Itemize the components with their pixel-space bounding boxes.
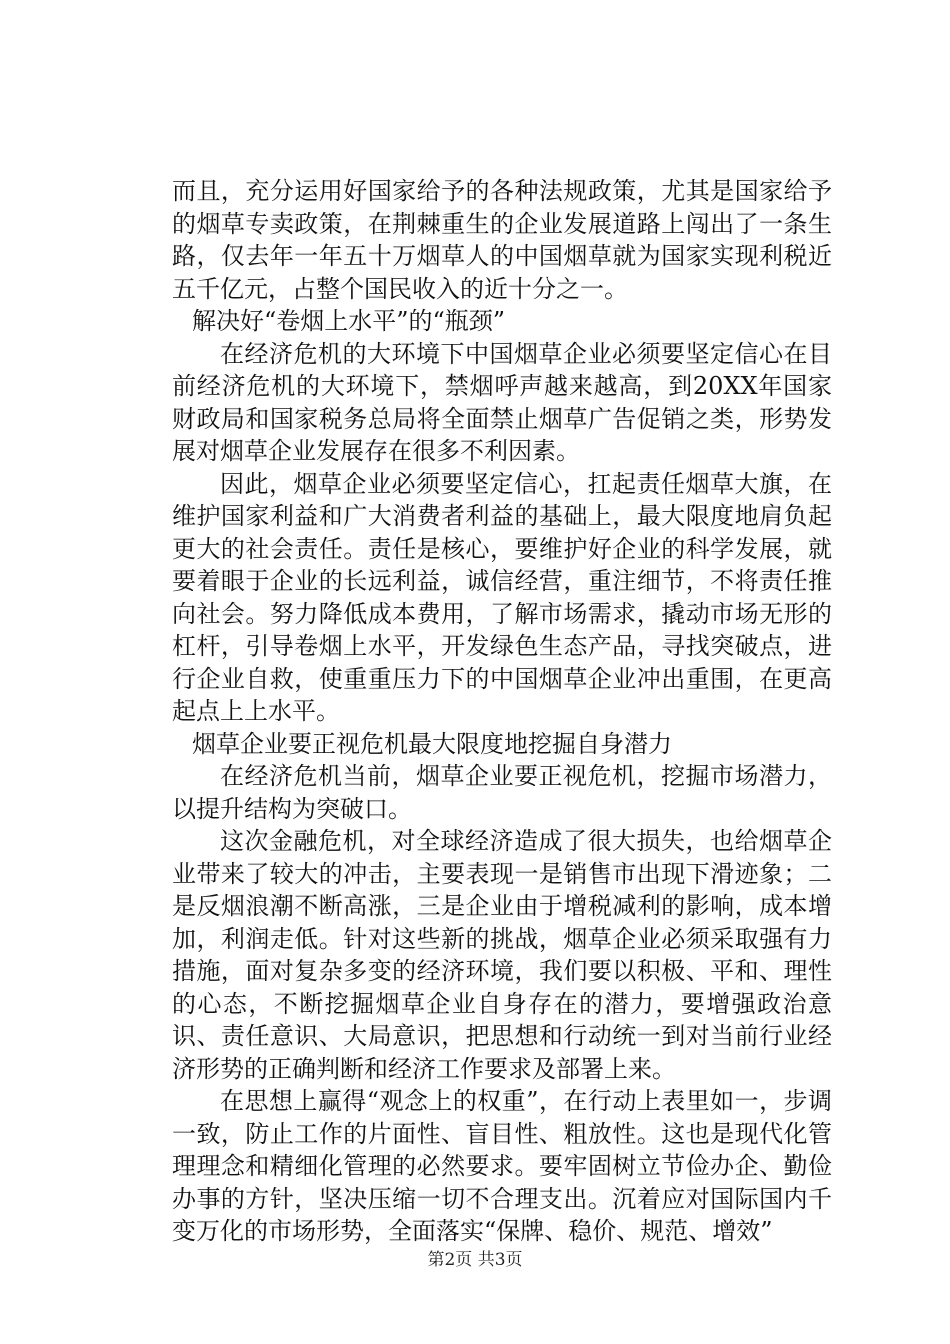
section-heading-bottleneck: 解决好“卷烟上水平”的“瓶颈” [192,307,506,335]
paragraph: 在思想上赢得“观念上的权重”，在行动上表里如一，步调一致，防止工作的片面性、盲目性、粗放性。这也是现代化管理理念和精细化管理的必然要求。要牢固树立节俭办企、勤俭办事的方针，坚决压缩一切不合理支出。沉着应对国际国内千变万化的市场形势，全面落实“保牌、稳价、规范、增效” [172,1087,832,1245]
paragraph: 在经济危机的大环境下中国烟草企业必须要坚定信心在目前经济危机的大环境下，禁烟呼声越来越高，到20XX年国家财政局和国家税务总局将全面禁止烟草广告促销之类，形势发展对烟草企业发展存在很多不利因素。 [172,339,832,465]
paragraph: 因此，烟草企业必须要坚定信心，扛起责任烟草大旗，在维护国家利益和广大消费者利益的基础上，最大限度地肩负起更大的社会责任。责任是核心，要维护好企业的科学发展，就要着眼于企业的长远利益，诚信经营，重注细节，不将责任推向社会。努力降低成本费用，了解市场需求，撬动市场无形的杠杆，引导卷烟上水平，开发绿色生态产品，寻找突破点，进行企业自救，使重重压力下的中国烟草企业冲出重围，在更高起点上上水平。 [172,469,832,725]
document-body [172,175,832,1248]
paragraph-continuation: 而且，充分运用好国家给予的各种法规政策，尤其是国家给予的烟草专卖政策，在荆棘重生的企业发展道路上闯出了一条生路，仅去年一年五十万烟草人的中国烟草就为国家实现利税近五千亿元，占整个国民收入的近十分之一。 [172,177,832,303]
page-number-footer: 第2页 共3页 [427,1250,523,1270]
paragraph: 这次金融危机，对全球经济造成了很大损失，也给烟草企业带来了较大的冲击，主要表现一是销售市出现下滑迹象；二是反烟浪潮不断高涨，三是企业由于增税减利的影响，成本增加，利润走低。针对这些新的挑战，烟草企业必须采取强有力措施，面对复杂多变的经济环境，我们要以积极、平和、理性的心态，不断挖掘烟草企业自身存在的潜力，要增强政治意识、责任意识、大局意识，把思想和行动统一到对当前行业经济形势的正确判断和经济工作要求及部署上来。 [172,827,832,1083]
paragraph: 在经济危机当前，烟草企业要正视危机，挖掘市场潜力，以提升结构为突破口。 [172,762,832,823]
section-heading-potential: 烟草企业要正视危机最大限度地挖掘自身潜力 [192,729,672,758]
